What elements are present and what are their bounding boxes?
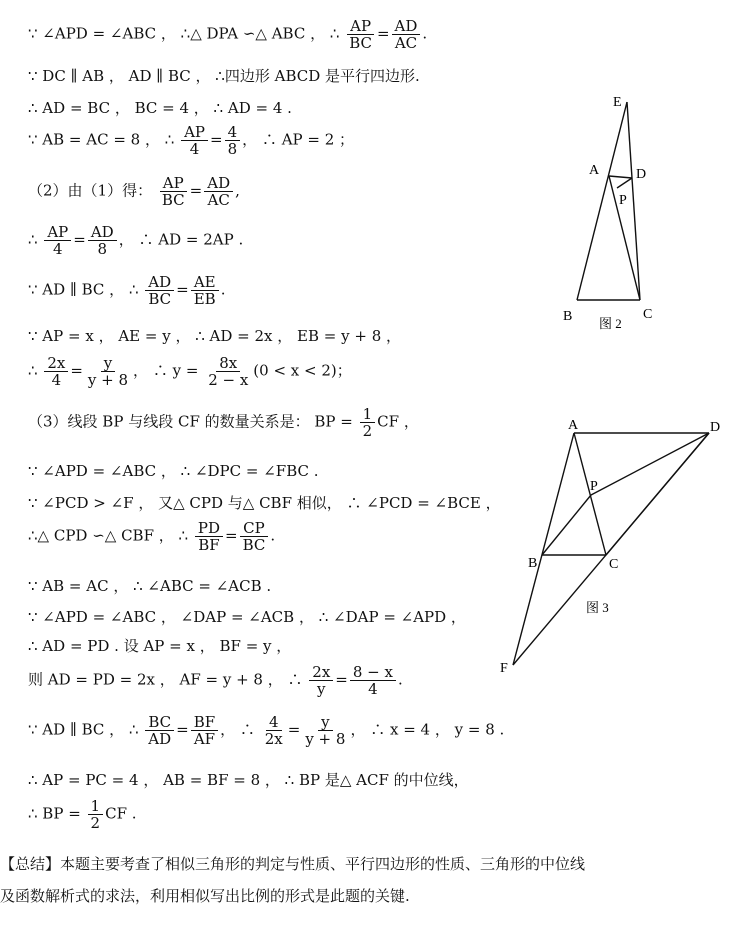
fraction: $\frac{4}{8}$ bbox=[225, 124, 241, 157]
label-D: D bbox=[710, 420, 721, 435]
solution-line: ∵ ∠PCD > ∠F ， 又△ CPD 与△ CBF 相似， ∴ ∠PCD = ∠BCE ， bbox=[28, 494, 501, 512]
fraction: $\frac{AD}{BC}$ bbox=[145, 274, 174, 307]
fraction: $\frac{AD}{AC}$ bbox=[392, 18, 421, 51]
fraction: $\frac{AP}{BC}$ bbox=[346, 18, 375, 51]
solution-line: （3）线段 BP 与线段 CF 的数量关系是： BP = $\frac{1}{2}$ CF ， bbox=[28, 405, 419, 440]
solution-line: ∴ AD = BC ， BC = 4 ， ∴ AD = 4 . bbox=[28, 99, 292, 117]
fraction: $\frac{y}{y + 8}$ bbox=[87, 354, 129, 389]
segment-AD bbox=[609, 176, 632, 178]
solution-line: ∴ BP = $\frac{1}{2}$ CF . bbox=[28, 797, 137, 832]
figure-caption: 图 2 bbox=[599, 316, 622, 331]
figure-caption: 图 3 bbox=[586, 600, 609, 615]
segment-EC bbox=[627, 102, 640, 300]
fraction: $\frac{4}{2x}$ bbox=[264, 713, 283, 748]
solution-line: 则 AD = PD = 2x ， AF = y + 8 ， ∴ $\frac{2x}{y}$ = $\frac{8 - x}{4}$ . bbox=[28, 663, 403, 698]
label-D: D bbox=[636, 167, 647, 182]
fraction: $\frac{AP}{4}$ bbox=[44, 224, 71, 257]
solution-line: ∵ ∠APD = ∠ABC ， ∴ ∠DPC = ∠FBC . bbox=[28, 462, 319, 480]
fraction: $\frac{1}{2}$ bbox=[360, 406, 376, 439]
label-C: C bbox=[643, 307, 653, 322]
segment-DP bbox=[617, 178, 632, 188]
segment-DC bbox=[606, 433, 709, 555]
solution-line: ∴ $\frac{AP}{4}$ = $\frac{AD}{8}$ ， ∴ AD = 2AP . bbox=[28, 223, 244, 258]
figure-2 bbox=[555, 88, 675, 338]
solution-line: ∴ $\frac{2x}{4}$ = $\frac{y}{y + 8}$ ， ∴ y = $\frac{8x}{2 - x}$ (0 < x < 2)； bbox=[28, 354, 352, 389]
fraction: $\frac{AP}{4}$ bbox=[181, 124, 208, 157]
label-E: E bbox=[613, 95, 622, 110]
solution-line: ∴ AD = PD . 设 AP = x ， BF = y ， bbox=[28, 637, 292, 655]
fraction: $\frac{AD}{8}$ bbox=[88, 224, 117, 257]
fraction: $\frac{2x}{4}$ bbox=[44, 355, 68, 388]
fraction: $\frac{BF}{AF}$ bbox=[191, 714, 218, 747]
label-B: B bbox=[563, 309, 573, 324]
solution-line: ∵ AB = AC ， ∴ ∠ABC = ∠ACB . bbox=[28, 577, 272, 595]
segment-AC bbox=[574, 433, 606, 555]
label-A: A bbox=[568, 418, 579, 433]
fraction: $\frac{AD}{AC}$ bbox=[204, 175, 233, 208]
solution-line: ∵ ∠APD = ∠ABC ， ∠DAP = ∠ACB ， ∴ ∠DAP = ∠APD ， bbox=[28, 608, 466, 626]
fraction: $\frac{BC}{AD}$ bbox=[145, 714, 174, 747]
figure-3 bbox=[490, 412, 730, 682]
label-P: P bbox=[590, 479, 598, 494]
fraction: $\frac{2x}{y}$ bbox=[309, 664, 333, 697]
solution-line: ∵ AD ∥ BC ， ∴ $\frac{BC}{AD}$ = $\frac{BF}{AF}$ ， ∴ $\frac{4}{2x}$ = $\frac{y}{y + 8}$ ， ∴ x = 4 ， y = 8 . bbox=[28, 713, 505, 748]
label-B: B bbox=[528, 556, 538, 571]
label-A: A bbox=[589, 163, 600, 178]
solution-line: ∵ AD ∥ BC ， ∴ $\frac{AD}{BC}$ = $\frac{AE}{EB}$ . bbox=[28, 273, 226, 308]
solution-line: （2）由（1）得： $\frac{AP}{BC}$ = $\frac{AD}{AC}$ , bbox=[28, 174, 240, 209]
solution-line: ∵ AB = AC = 8 ， ∴ $\frac{AP}{4}$ = $\frac{4}{8}$ ， ∴ AP = 2 ； bbox=[28, 123, 355, 158]
solution-line: ∵ AP = x ， AE = y ， ∴ AD = 2x ， EB = y + 8 ， bbox=[28, 327, 402, 345]
solution-line: ∵ DC ∥ AB ， AD ∥ BC ， ∴四边形 ABCD 是平行四边形. bbox=[28, 67, 420, 85]
fraction: $\frac{AE}{EB}$ bbox=[191, 274, 219, 307]
segment-AF bbox=[513, 433, 574, 665]
summary-line: 【总结】本题主要考查了相似三角形的判定与性质、平行四边形的性质、三角形的中位线 bbox=[0, 855, 586, 873]
label-P: P bbox=[619, 193, 627, 208]
segment-DP bbox=[591, 433, 709, 495]
label-C: C bbox=[609, 557, 619, 572]
summary-line: 及函数解析式的求法，利用相似写出比例的形式是此题的关键. bbox=[0, 887, 410, 905]
fraction: $\frac{CP}{BC}$ bbox=[240, 520, 269, 553]
fraction: $\frac{y}{y + 8}$ bbox=[305, 713, 346, 748]
solution-line: ∴△ CPD ∽△ CBF ， ∴ $\frac{PD}{BF}$ = $\frac{CP}{BC}$ . bbox=[28, 519, 276, 554]
fraction: $\frac{PD}{BF}$ bbox=[195, 520, 223, 553]
fraction: $\frac{AP}{BC}$ bbox=[159, 175, 188, 208]
label-F: F bbox=[500, 661, 508, 676]
solution-line: ∵ ∠APD = ∠ABC ， ∴△ DPA ∽△ ABC ， ∴ $\frac{AP}{BC}$ = $\frac{AD}{AC}$ . bbox=[28, 17, 428, 52]
fraction: $\frac{8x}{2 - x}$ bbox=[208, 354, 249, 389]
fraction: $\frac{1}{2}$ bbox=[88, 798, 104, 831]
solution-line: ∴ AP = PC = 4 ， AB = BF = 8 ， ∴ BP 是△ ACF 的中位线， bbox=[28, 771, 469, 789]
fraction: $\frac{8 - x}{4}$ bbox=[350, 664, 396, 697]
